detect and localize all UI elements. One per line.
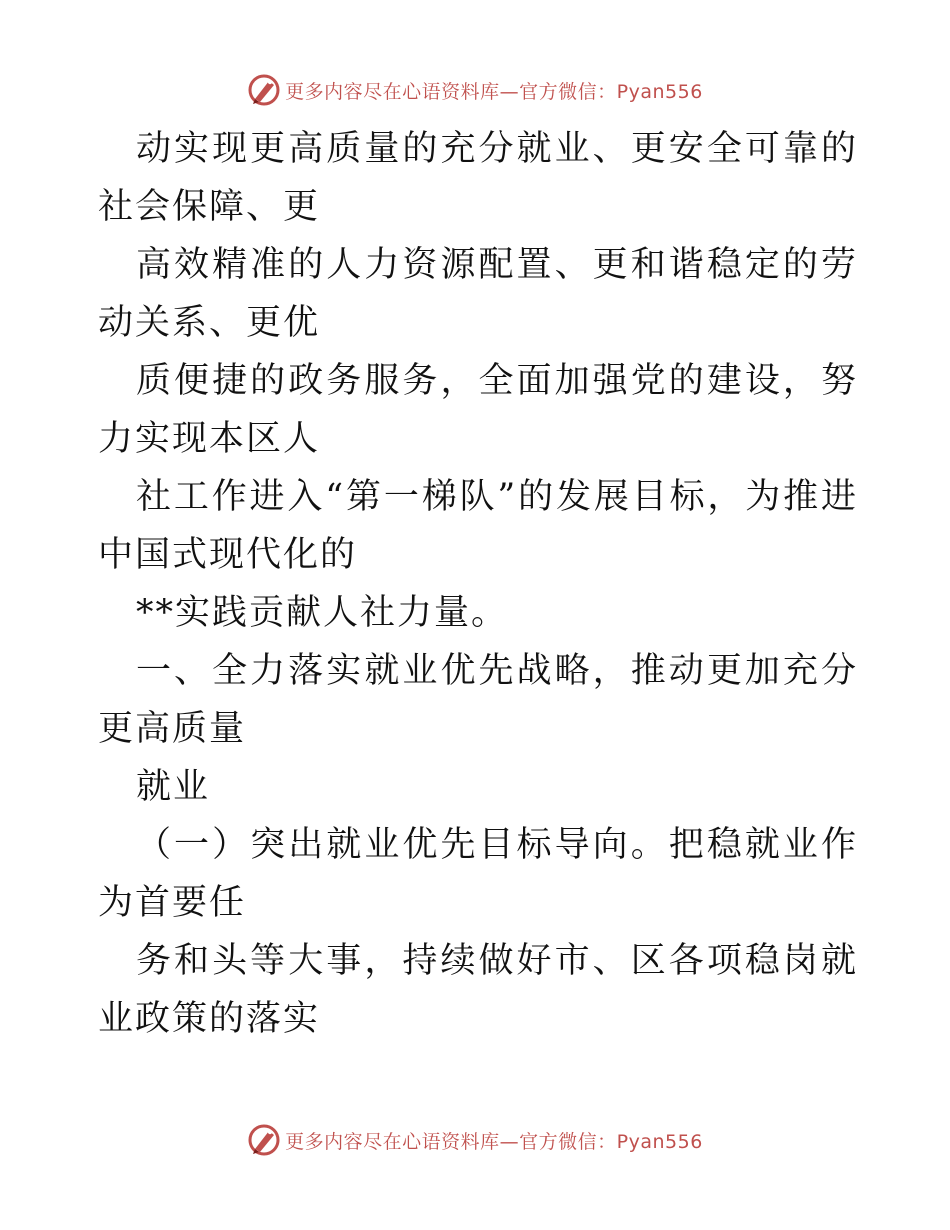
footer-banner [0, 1120, 950, 1160]
paragraph: 高效精准的人力资源配置、更和谐稳定的劳动关系、更优 [98, 245, 858, 343]
paragraph: 动实现更高质量的充分就业、更安全可靠的社会保障、更 [98, 129, 858, 227]
section-heading-continued: 就业 [136, 767, 211, 807]
header-banner-text: 更多内容尽在心语资料库—官方微信：Pyan556 [285, 80, 703, 103]
section-heading: 一、全力落实就业优先战略，推动更加充分更高质量 [98, 651, 858, 749]
paragraph: （一）突出就业优先目标导向。把稳就业作为首要任 [98, 825, 858, 923]
footer-banner-text: 更多内容尽在心语资料库—官方微信：Pyan556 [285, 1130, 703, 1153]
paragraph: 社工作进入“第一梯队”的发展目标，为推进中国式现代化的 [98, 477, 858, 575]
paragraph: **实践贡献人社力量。 [136, 593, 509, 633]
header-banner [0, 70, 950, 110]
pen-logo-icon [247, 1123, 281, 1157]
pen-logo-icon [247, 73, 281, 107]
paragraph: 质便捷的政务服务，全面加强党的建设，努力实现本区人 [98, 361, 858, 459]
document-body [98, 120, 858, 1048]
paragraph: 务和头等大事，持续做好市、区各项稳岗就业政策的落实 [98, 941, 858, 1039]
